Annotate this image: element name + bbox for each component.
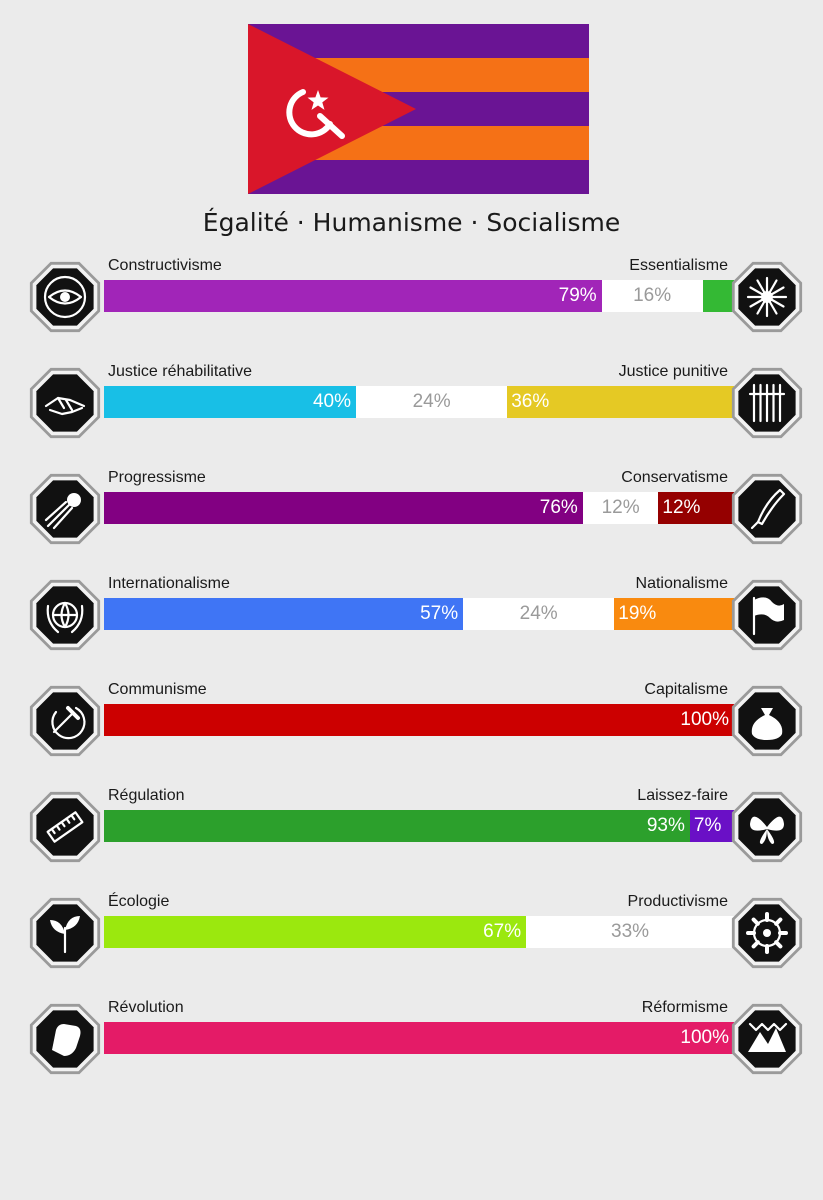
eye-icon bbox=[26, 258, 104, 336]
axis-bar bbox=[104, 598, 734, 630]
bar-segment-left: 93% bbox=[104, 810, 690, 842]
ruler-icon bbox=[26, 788, 104, 866]
axis-row bbox=[0, 469, 823, 566]
axis-right-label: Nationalisme bbox=[635, 575, 728, 592]
sprout-icon bbox=[26, 894, 104, 972]
axis-left-label: Régulation bbox=[108, 787, 185, 804]
axis-row bbox=[0, 681, 823, 778]
comet-icon bbox=[26, 470, 104, 548]
axis-row bbox=[0, 363, 823, 460]
bar-segment-left: 40% bbox=[104, 386, 356, 418]
bar-segment-neutral: 24% bbox=[356, 386, 507, 418]
axis-right-label: Conservatisme bbox=[621, 469, 728, 486]
bar-segment-right: 36% bbox=[507, 386, 734, 418]
axis-right-label: Essentialisme bbox=[629, 257, 728, 274]
axis-row bbox=[0, 893, 823, 990]
money-bag-icon bbox=[728, 682, 806, 760]
quill-icon bbox=[728, 470, 806, 548]
hammer-sickle-icon bbox=[26, 682, 104, 760]
flag-icon bbox=[728, 576, 806, 654]
bar-segment-right: 12% bbox=[658, 492, 734, 524]
bar-segment-neutral: 16% bbox=[602, 280, 703, 312]
axis-bar bbox=[104, 386, 734, 418]
axis-bar bbox=[104, 704, 734, 736]
handshake-icon bbox=[26, 364, 104, 442]
bar-segment-neutral: 24% bbox=[463, 598, 614, 630]
axis-bar bbox=[104, 492, 734, 524]
axis-right-label: Productivisme bbox=[627, 893, 728, 910]
axis-right-label: Réformisme bbox=[641, 999, 728, 1016]
axis-left-label: Écologie bbox=[108, 893, 170, 910]
bar-segment-left: 67% bbox=[104, 916, 526, 948]
bar-segment-left: 100% bbox=[104, 1022, 734, 1054]
axis-left-label: Internationalisme bbox=[108, 575, 230, 592]
flower-icon bbox=[728, 258, 806, 336]
axis-left-label: Progressisme bbox=[108, 469, 206, 486]
axis-left-label: Constructivisme bbox=[108, 257, 222, 274]
axis-bar bbox=[104, 1022, 734, 1054]
bar-segment-left: 79% bbox=[104, 280, 602, 312]
axis-row bbox=[0, 575, 823, 672]
bar-segment-left: 76% bbox=[104, 492, 583, 524]
mountains-icon bbox=[728, 1000, 806, 1078]
butterfly-icon bbox=[728, 788, 806, 866]
axis-right-label: Capitalisme bbox=[644, 681, 728, 698]
axis-left-label: Communisme bbox=[108, 681, 207, 698]
axis-bar bbox=[104, 280, 734, 312]
axis-left-label: Révolution bbox=[108, 999, 184, 1016]
flag bbox=[248, 24, 589, 194]
bar-segment-right: 19% bbox=[614, 598, 734, 630]
axis-row bbox=[0, 999, 823, 1096]
globe-laurel-icon bbox=[26, 576, 104, 654]
bar-segment-neutral: 12% bbox=[583, 492, 659, 524]
axis-right-label: Laissez-faire bbox=[637, 787, 728, 804]
axis-right-label: Justice punitive bbox=[618, 363, 728, 380]
motto-title: Égalité · Humanisme · Socialisme bbox=[202, 208, 621, 237]
fist-icon bbox=[26, 1000, 104, 1078]
prison-bars-icon bbox=[728, 364, 806, 442]
bar-segment-neutral: 33% bbox=[526, 916, 734, 948]
axis-row bbox=[0, 257, 823, 354]
bar-segment-left: 57% bbox=[104, 598, 463, 630]
gear-icon bbox=[728, 894, 806, 972]
axis-row bbox=[0, 787, 823, 884]
bar-segment-left: 100% bbox=[104, 704, 734, 736]
bar-segment-right: 7% bbox=[690, 810, 734, 842]
axis-left-label: Justice réhabilitative bbox=[108, 363, 253, 380]
axis-bar bbox=[104, 810, 734, 842]
axis-bar bbox=[104, 916, 734, 948]
